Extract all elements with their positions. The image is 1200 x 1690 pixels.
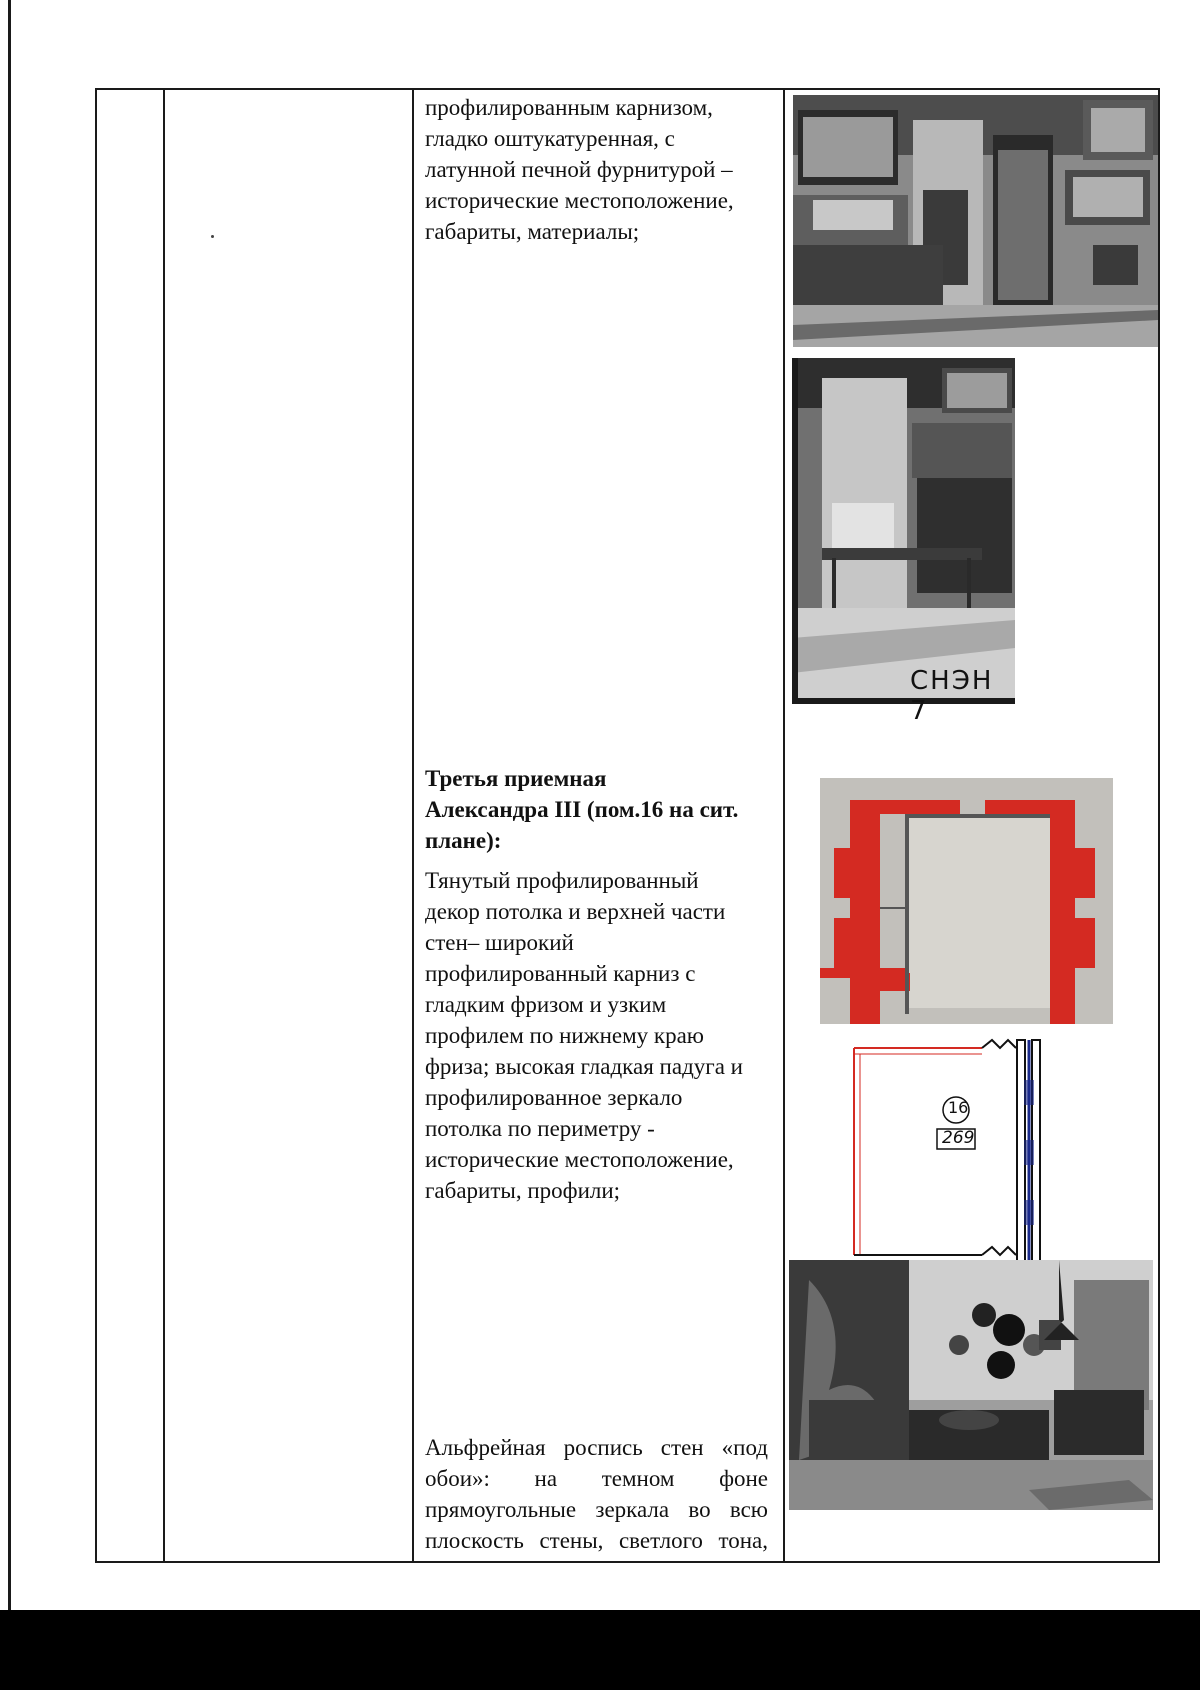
- text-line: исторические местоположение,: [425, 188, 734, 213]
- text-line: исторические местоположение,: [425, 1147, 734, 1172]
- heading-line: Третья приемная: [425, 766, 607, 791]
- scan-speck: [211, 235, 214, 238]
- text-line: гладко оштукатуренная, с: [425, 126, 675, 151]
- table-column-divider-3: [783, 88, 785, 1563]
- text-line: потолка по периметру -: [425, 1116, 655, 1141]
- table-column-divider-2: [412, 88, 414, 1563]
- photo-handwriting: СНЭН 7: [910, 666, 994, 726]
- interior-photo-3: [789, 1260, 1153, 1510]
- room-description: [425, 865, 770, 1206]
- text-line: Альфрейная роспись стен «под: [425, 1435, 768, 1460]
- schematic-plan: [852, 1040, 1062, 1265]
- text-line: профилем по нижнему краю: [425, 1023, 704, 1048]
- scan-bottom-edge: [0, 1610, 1200, 1690]
- text-line: декор потолка и верхней части: [425, 899, 726, 924]
- cell-top-text: [425, 92, 770, 247]
- room-number-label: 16: [948, 1098, 969, 1117]
- text-line: обои»: на темном фоне: [425, 1466, 768, 1491]
- interior-photo-1: [793, 95, 1158, 347]
- text-line: профилированное зеркало: [425, 1085, 683, 1110]
- interior-photo-2: [792, 358, 1015, 726]
- text-line: прямоугольные зеркала во всю: [425, 1497, 768, 1522]
- scan-left-edge: [8, 0, 11, 1610]
- heading-line: Александра III (пом.16 на сит.: [425, 797, 739, 822]
- text-line: стен– широкий: [425, 930, 574, 955]
- heading-line: плане):: [425, 828, 502, 853]
- cell-bottom-text: [425, 1432, 768, 1556]
- text-line: профилированный карниз с: [425, 961, 696, 986]
- text-line: габариты, материалы;: [425, 219, 640, 244]
- text-line: фриза; высокая гладкая падуга и: [425, 1054, 743, 1079]
- floor-plan-photo: [820, 778, 1113, 1024]
- text-line: габариты, профили;: [425, 1178, 621, 1203]
- room-area-label: 269: [942, 1128, 975, 1148]
- text-line: латунной печной фурнитурой –: [425, 157, 733, 182]
- room-heading: [425, 763, 770, 856]
- text-line: плоскость стены, светлого тона,: [425, 1528, 768, 1553]
- text-line: Тянутый профилированный: [425, 868, 699, 893]
- text-line: гладким фризом и узким: [425, 992, 667, 1017]
- text-line: профилированным карнизом,: [425, 95, 713, 120]
- table-column-divider-1: [163, 88, 165, 1563]
